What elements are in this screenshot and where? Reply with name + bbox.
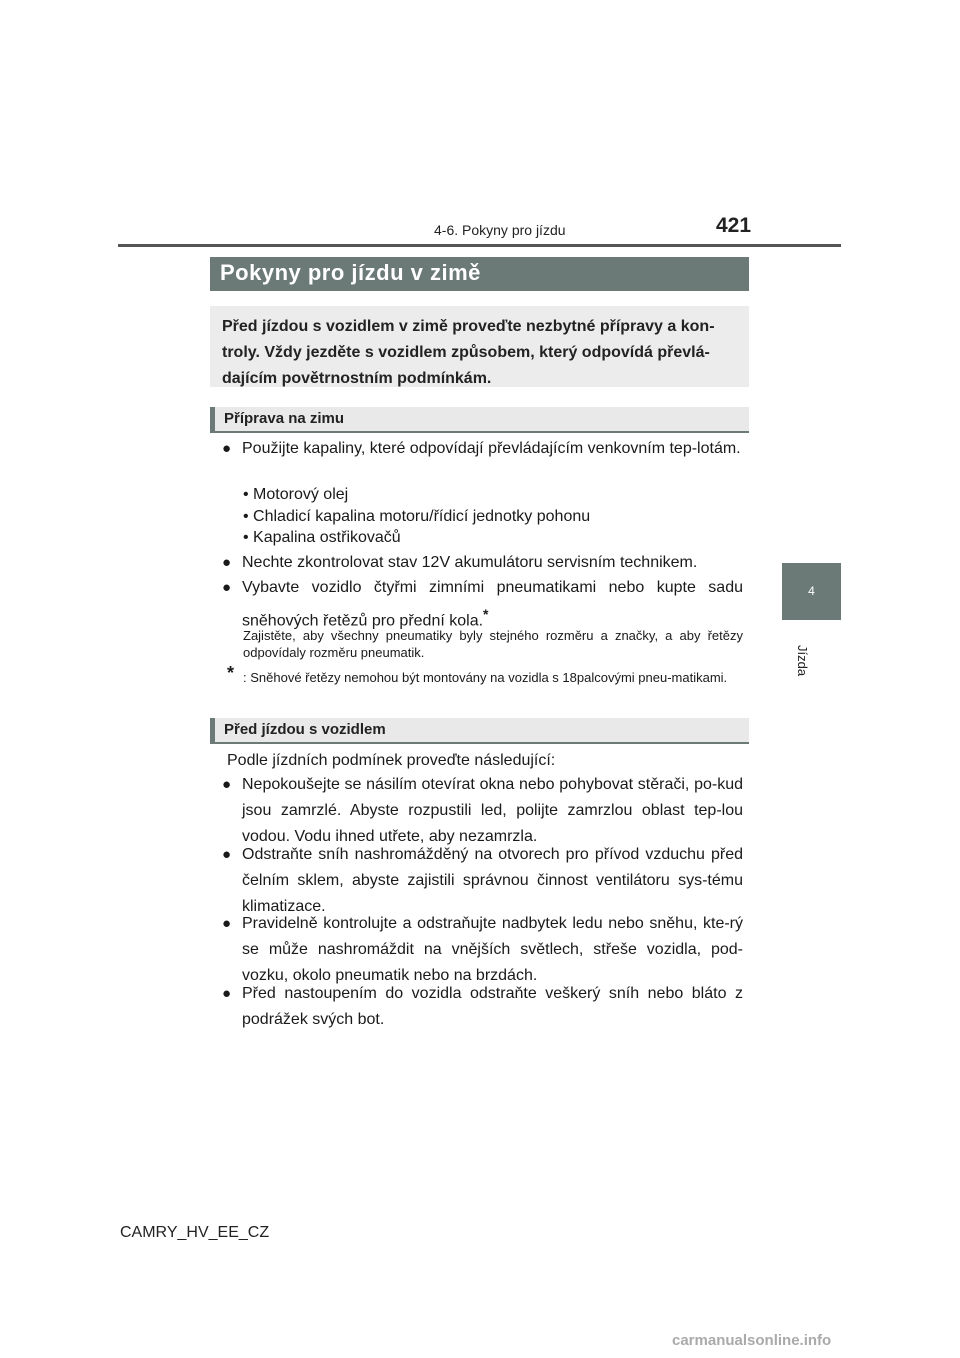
intro-box [210, 306, 749, 387]
watermark: carmanualsonline.info [672, 1332, 832, 1349]
list-item [222, 911, 743, 989]
list-item [222, 772, 743, 850]
list-item [222, 436, 743, 462]
list-item-text: Nepokoušejte se násilím otevírat okna nebo pohybovat stěrači, po-kud jsou zamrzlé. Abyste rozpustili led, polijte zamrzlou oblast tep-lou vodou. Vodu ihned utřete, aby nezamrzla. [242, 776, 743, 845]
bullet-icon: ● [222, 579, 232, 596]
list-item-text: Pravidelně kontrolujte a odstraňujte nadbytek ledu nebo sněhu, kte-rý se může nashromáždit na vnějších světlech, střeše vozidla, pod-vozku, okolo pneumatik nebo na brzdách. [242, 915, 743, 984]
list-item [222, 575, 743, 634]
footnote [227, 663, 743, 687]
chapter-number: 4 [808, 584, 815, 598]
bullet-icon: ● [222, 776, 232, 793]
subheading-text: Před jízdou s vozidlem [224, 721, 386, 738]
chapter-tab [782, 563, 841, 620]
list-item-text: Použijte kapaliny, které odpovídají převládajícím venkovním tep-lotám. [242, 440, 741, 457]
document-id: CAMRY_HV_EE_CZ [120, 1224, 270, 1241]
section-title: 4-6. Pokyny pro jízdu [434, 222, 566, 238]
list-item-text: Před nastoupením do vozidla odstraňte veškerý sníh nebo bláto z podrážek svých bot. [242, 985, 743, 1028]
sub-list-item: • Chladicí kapalina motoru/řídicí jednotky pohonu [243, 508, 591, 525]
sub-list-item: • Kapalina ostřikovačů [243, 529, 401, 546]
chapter-label: Jízda [795, 645, 810, 677]
page-title: Pokyny pro jízdu v zimě [220, 260, 481, 285]
bullet-icon: ● [222, 440, 232, 457]
subheading-winter-prep [210, 407, 749, 433]
bullet-icon: ● [222, 554, 232, 571]
footnote-mark: * [227, 663, 235, 683]
bullet-icon: ● [222, 915, 232, 932]
page-number: 421 [716, 214, 752, 237]
footnote-text: : Sněhové řetězy nemohou být montovány na vozidla s 18palcovými pneu-matikami. [243, 670, 728, 685]
list-item-text: Nechte zkontrolovat stav 12V akumulátoru servisním technikem. [242, 554, 698, 571]
list-item [222, 842, 743, 920]
sub-list-item: • Motorový olej [243, 486, 349, 503]
page-title-bar [210, 257, 749, 291]
bullet-icon: ● [222, 985, 232, 1002]
list-item [222, 550, 743, 576]
lead-text: Podle jízdních podmínek proveďte následující: [227, 752, 556, 769]
footnote-ref: * [483, 606, 489, 622]
header-rule [118, 244, 841, 247]
bullet-icon: ● [222, 846, 232, 863]
subheading-text: Příprava na zimu [224, 410, 345, 427]
note-text: Zajistěte, aby všechny pneumatiky byly stejného rozměru a značky, a aby řetězy odpovídaly rozměru pneumatik. [243, 628, 743, 660]
list-item [222, 981, 743, 1033]
list-item-text: Vybavte vozidlo čtyřmi zimními pneumatikami nebo kupte sadu sněhových řetězů pro přední kola. [242, 579, 743, 630]
intro-text: Před jízdou s vozidlem v zimě proveďte nezbytné přípravy a kon-troly. Vždy jezděte s vozidlem způsobem, který odpovídá převlá-dajícím povětrnostním podmínkám. [222, 318, 715, 387]
list-item-text: Odstraňte sníh nashromážděný na otvorech pro přívod vzduchu před čelním sklem, abyste zajistili správnou činnost ventilátoru sys-tému klimatizace. [242, 846, 743, 915]
subheading-before-driving [210, 718, 749, 744]
